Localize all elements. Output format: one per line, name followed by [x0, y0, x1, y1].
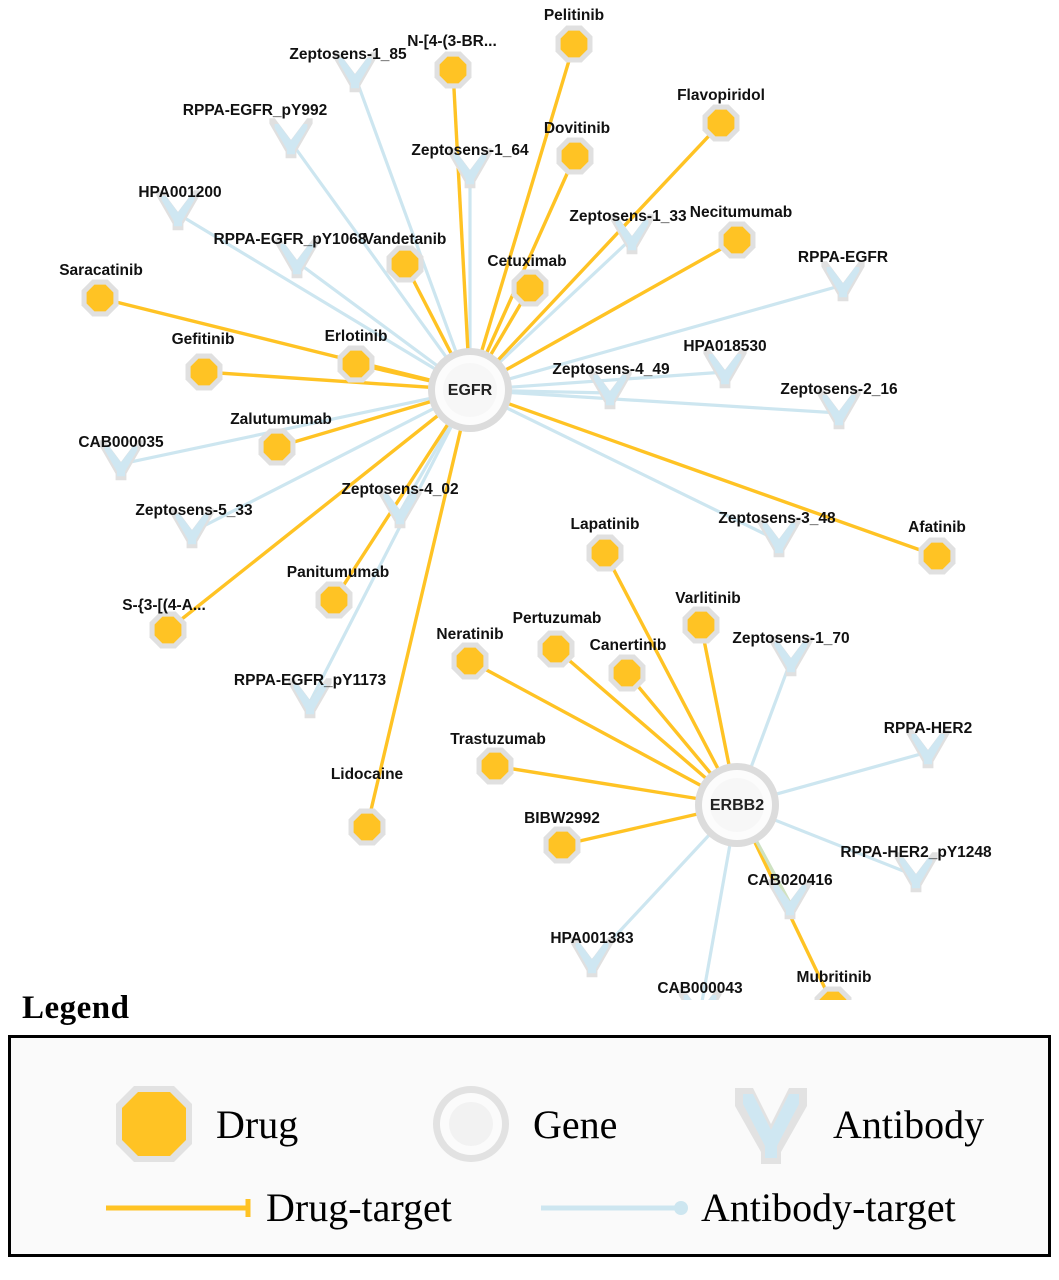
- legend-label-antibody-target: Antibody-target: [701, 1185, 956, 1230]
- drug-node-label: Lapatinib: [570, 516, 640, 534]
- antibody-icon: [723, 1076, 819, 1172]
- drug-node-shape: [724, 227, 751, 254]
- drug-node-label: Neratinib: [436, 626, 504, 644]
- drug-node[interactable]: [609, 655, 646, 692]
- antibody-node-label: Zeptosens-1_33: [569, 208, 687, 226]
- drug-node[interactable]: [683, 607, 720, 644]
- antibody-node-label: HPA018530: [683, 338, 767, 356]
- drug-node[interactable]: [435, 52, 472, 89]
- legend-box: [8, 1035, 1051, 1257]
- drug-node-shape: [562, 143, 589, 170]
- antibody-node-label: RPPA-EGFR: [797, 249, 889, 267]
- drug-node-label: Mubritinib: [796, 969, 872, 987]
- drug-node-label: Erlotinib: [324, 328, 388, 346]
- antibody-node-label: HPA001383: [550, 930, 634, 948]
- antibody-node-label: CAB000043: [657, 980, 743, 998]
- drug-node-label: Necitumumab: [689, 204, 793, 222]
- antibody-node-label: Zeptosens-4_49: [552, 361, 670, 379]
- drug-node-shape: [543, 636, 570, 663]
- antibody-node-label: Zeptosens-4_02: [341, 481, 459, 499]
- legend-title: Legend: [22, 990, 130, 1026]
- antibody-node-label: Zeptosens-1_85: [289, 46, 407, 64]
- drug-node-label: Gefitinib: [171, 331, 235, 349]
- drug-node-shape: [321, 587, 348, 614]
- drug-node[interactable]: [387, 246, 424, 283]
- drug-node-shape: [264, 434, 291, 461]
- antibody-node-label: RPPA-EGFR_pY1068: [213, 231, 367, 249]
- gene-node-label: ERBB2: [709, 797, 765, 815]
- antibody-node-label: RPPA-EGFR_pY1173: [233, 672, 387, 690]
- edge-drug-target: [470, 44, 574, 390]
- antibody-node-label: Zeptosens-3_48: [718, 510, 836, 528]
- legend-label-drug-target: Drug-target: [266, 1185, 452, 1230]
- antibody-node[interactable]: [821, 261, 864, 301]
- drug-node-label: N-[4-(3-BR...: [407, 33, 497, 51]
- antibody-node[interactable]: [269, 118, 312, 158]
- drug-node-shape: [592, 540, 619, 567]
- drug-node-label: Lidocaine: [330, 766, 404, 784]
- antibody-node-label: RPPA-HER2: [883, 720, 973, 738]
- drug-node-shape: [343, 351, 370, 378]
- drug-node-shape: [924, 543, 951, 570]
- legend-item-antibody-target: [541, 1184, 956, 1231]
- drug-node[interactable]: [544, 827, 581, 864]
- drug-node[interactable]: [538, 631, 575, 668]
- drug-node[interactable]: [349, 809, 386, 846]
- drug-node-shape: [392, 251, 419, 278]
- drug-node[interactable]: [587, 535, 624, 572]
- antibody-node-label: Zeptosens-2_16: [780, 381, 898, 399]
- gene-icon: [423, 1076, 519, 1172]
- drug-node[interactable]: [512, 270, 549, 307]
- antibody-target-edge-icon: [541, 1196, 691, 1220]
- drug-node-label: Canertinib: [589, 637, 667, 655]
- edge-drug-target: [367, 390, 470, 827]
- drug-node-label: Pertuzumab: [512, 610, 602, 628]
- drug-node-label: Zalutumumab: [230, 411, 332, 429]
- edge-drug-target: [453, 70, 470, 390]
- legend-label-antibody: Antibody: [833, 1101, 985, 1147]
- drug-node[interactable]: [259, 429, 296, 466]
- drug-node[interactable]: [452, 643, 489, 680]
- antibody-node-label: HPA001200: [138, 184, 222, 202]
- legend-shape-row: [11, 1056, 1048, 1166]
- drug-node-shape: [354, 814, 381, 841]
- drug-node[interactable]: [82, 280, 119, 317]
- antibody-node-label: Zeptosens-1_64: [411, 142, 529, 160]
- drug-node-shape: [191, 359, 218, 386]
- antibody-node-label: CAB020416: [747, 872, 833, 890]
- drug-node-label: Afatinib: [908, 519, 966, 537]
- drug-target-edge-icon: [106, 1196, 256, 1220]
- drug-node-shape: [482, 753, 509, 780]
- legend-item-gene: [423, 1076, 617, 1172]
- drug-node-label: Trastuzumab: [450, 731, 546, 749]
- drug-node-shape: [561, 31, 588, 58]
- drug-node[interactable]: [719, 222, 756, 259]
- drug-node-shape: [549, 832, 576, 859]
- drug-node-label: Cetuximab: [487, 253, 567, 271]
- drug-node[interactable]: [150, 612, 187, 649]
- drug-node-label: Dovitinib: [543, 120, 611, 138]
- drug-node-shape: [614, 660, 641, 687]
- legend-label-drug: Drug: [216, 1101, 299, 1147]
- drug-node-label: Saracatinib: [59, 262, 143, 280]
- drug-icon: [106, 1076, 202, 1172]
- legend: [8, 990, 1051, 1257]
- legend-item-drug-target: [106, 1184, 452, 1231]
- drug-node[interactable]: [919, 538, 956, 575]
- drug-node-label: Vandetanib: [363, 231, 447, 249]
- antibody-node-label: CAB000035: [78, 434, 164, 452]
- drug-node[interactable]: [556, 26, 593, 63]
- drug-node-label: Varlitinib: [675, 590, 741, 608]
- drug-node-label: Panitumumab: [286, 564, 390, 582]
- drug-node-label: S-{3-[(4-A...: [122, 597, 206, 615]
- drug-node[interactable]: [557, 138, 594, 175]
- drug-node-shape: [440, 57, 467, 84]
- nodes-layer: [59, 7, 992, 1000]
- drug-node-label: BIBW2992: [524, 810, 600, 828]
- drug-node[interactable]: [338, 346, 375, 383]
- drug-node-shape: [688, 612, 715, 639]
- drug-node-shape: [517, 275, 544, 302]
- legend-item-antibody: [723, 1076, 984, 1172]
- drug-node[interactable]: [316, 582, 353, 619]
- antibody-node-label: Zeptosens-1_70: [732, 630, 850, 648]
- gene-node-label: EGFR: [447, 382, 493, 400]
- legend-item-drug: [106, 1076, 298, 1172]
- antibody-node-label: RPPA-EGFR_pY992: [182, 102, 328, 120]
- drug-node-shape: [457, 648, 484, 675]
- legend-label-gene: Gene: [533, 1101, 618, 1147]
- drug-node-shape: [708, 110, 735, 137]
- legend-edge-row: [11, 1180, 1048, 1250]
- drug-node-label: Flavopiridol: [677, 87, 765, 105]
- drug-node[interactable]: [477, 748, 514, 785]
- edge-drug-target: [470, 390, 937, 556]
- antibody-node-label: RPPA-HER2_pY1248: [840, 844, 992, 862]
- drug-node[interactable]: [186, 354, 223, 391]
- drug-node-label: Pelitinib: [543, 7, 605, 25]
- antibody-node-label: Zeptosens-5_33: [135, 502, 253, 520]
- edge-antibody-target: [310, 390, 470, 702]
- drug-node-shape: [155, 617, 182, 644]
- drug-node[interactable]: [703, 105, 740, 142]
- drug-node-shape: [87, 285, 114, 312]
